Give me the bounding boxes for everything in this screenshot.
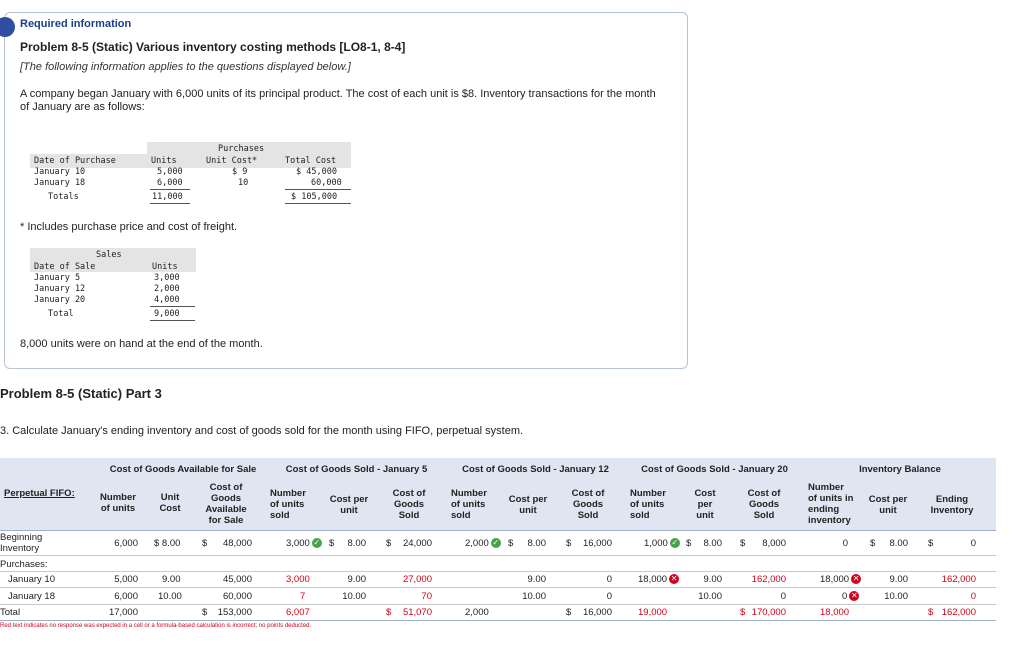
footnote: * Includes purchase price and cost of freight. xyxy=(20,221,238,233)
sub-jan5-units: Number of units sold xyxy=(270,488,306,521)
purchase-total: $ 45,000 xyxy=(296,167,337,177)
sub-a-total: Cost of Goods Available for Sale xyxy=(205,482,247,526)
jan20-total-dollar: $ xyxy=(740,607,746,618)
jan20-total-cogs: 170,000 xyxy=(751,607,786,618)
col-unit-cost: Unit Cost* xyxy=(206,156,258,166)
inv-total-dollar: $ xyxy=(928,607,934,618)
jan20-jan10-units[interactable]: 18,000 xyxy=(638,574,668,585)
x-icon: ✕ xyxy=(850,591,858,601)
inv-beg-dollar: $ xyxy=(870,538,876,549)
purchase-totals-units: 11,000 xyxy=(152,192,183,202)
jan5-total-dollar: $ xyxy=(386,607,392,618)
purchase-date: January 10 xyxy=(34,167,86,177)
jan12-jan18-cost: 10.00 xyxy=(522,591,546,602)
sub-jan12-cost: Cost per unit xyxy=(508,494,548,516)
beg-units: 6,000 xyxy=(114,538,138,549)
inv-beg-value: 0 xyxy=(970,538,976,549)
jan10-unit-cost: 9.00 xyxy=(162,574,181,585)
jan20-beg-cogs: 8,000 xyxy=(762,538,786,549)
problem-title: Problem 8-5 (Static) Various inventory costing methods [LO8-1, 8-4] xyxy=(20,40,406,54)
sub-a-units: Number of units xyxy=(100,492,136,514)
purchase-units: 6,000 xyxy=(157,178,183,188)
jan20-jan10-cogs: 162,000 xyxy=(751,574,786,585)
jan20-beg-units-cell xyxy=(644,538,680,549)
total-dollar: $ xyxy=(202,607,208,618)
sale-date: January 12 xyxy=(34,284,86,294)
row-label-jan18: January 18 xyxy=(8,591,56,602)
jan12-total-dollar: $ xyxy=(566,607,572,618)
jan12-jan10-cogs: 0 xyxy=(606,574,612,585)
jan18-unit-cost: 10.00 xyxy=(158,591,182,602)
jan5-jan18-units[interactable]: 7 xyxy=(300,591,306,602)
jan5-jan18-cost: 10.00 xyxy=(342,591,366,602)
row-label-jan10: January 10 xyxy=(8,574,56,585)
col-date-of-purchase: Date of Purchase xyxy=(34,156,116,166)
inv-beg-cost: 8.00 xyxy=(889,538,908,549)
purchase-units: 5,000 xyxy=(157,167,183,177)
group-jan20: Cost of Goods Sold - January 20 xyxy=(641,464,788,475)
jan5-jan10-cost: 9.00 xyxy=(347,574,366,585)
sale-units: 2,000 xyxy=(154,284,180,294)
jan5-beg-dollar: $ xyxy=(329,538,335,549)
sales-table xyxy=(30,248,200,322)
sale-date: January 20 xyxy=(34,295,86,305)
check-icon: ✓ xyxy=(492,538,500,548)
check-icon: ✓ xyxy=(313,538,321,548)
inv-jan10-cost: 9.00 xyxy=(889,574,908,585)
instruction: 3. Calculate January's ending inventory and cost of goods sold for the month using FIFO, perpetual system. xyxy=(0,425,524,437)
sale-units: 4,000 xyxy=(154,295,180,305)
jan5-beg-cost: 8.00 xyxy=(347,538,366,549)
inv-jan18-units-cell xyxy=(842,591,859,602)
x-icon: ✕ xyxy=(852,574,860,584)
sale-units: 3,000 xyxy=(154,273,180,283)
sub-jan20-cost: Cost per unit xyxy=(694,488,716,521)
x-icon: ✕ xyxy=(670,574,678,584)
sales-total-label: Total xyxy=(48,309,74,319)
col-total-cost: Total Cost xyxy=(285,156,337,166)
sub-jan12-units: Number of units sold xyxy=(451,488,487,521)
sub-jan12-total: Cost of Goods Sold xyxy=(571,488,605,521)
inv-jan10-units[interactable]: 18,000 xyxy=(820,574,850,585)
jan10-cogas: 45,000 xyxy=(222,574,252,585)
red-text-footnote: Red text indicates no response was expected in a cell or a formula-based calculation is incorrect; no points deducted. xyxy=(0,623,312,629)
inv-jan10-units-cell xyxy=(820,574,861,585)
row-label-total: Total xyxy=(0,607,21,618)
purchase-date: January 18 xyxy=(34,178,86,188)
jan12-jan18-cogs: 0 xyxy=(606,591,612,602)
inv-jan18-value: 0 xyxy=(970,591,976,602)
inv-total-value: 162,000 xyxy=(941,607,976,618)
inv-jan10-value: 162,000 xyxy=(941,574,976,585)
sub-jan20-units: Number of units sold xyxy=(630,488,666,521)
sub-inv-units: Number of units in ending inventory xyxy=(808,482,854,526)
total-cogas: 153,000 xyxy=(217,607,252,618)
jan10-units: 5,000 xyxy=(114,574,138,585)
jan5-jan10-cogs: 27,000 xyxy=(402,574,432,585)
row-label-beginning: Beginning Inventory xyxy=(0,532,43,554)
jan12-beg-dollar2: $ xyxy=(566,538,572,549)
jan12-beg-cost: 8.00 xyxy=(527,538,546,549)
inv-jan18-units[interactable]: 0 xyxy=(842,591,848,602)
purchase-total: 60,000 xyxy=(311,178,342,188)
inv-beg-units[interactable]: 0 xyxy=(842,538,848,549)
jan18-cogas: 60,000 xyxy=(222,591,252,602)
jan5-total-units: 6,007 xyxy=(286,607,310,618)
jan20-beg-units[interactable]: 1,000 xyxy=(644,538,668,549)
beg-dollar: $ xyxy=(202,538,208,549)
jan12-total-cogs: 16,000 xyxy=(582,607,612,618)
jan5-beg-dollar2: $ xyxy=(386,538,392,549)
sub-inv-cost: Cost per unit xyxy=(868,494,908,516)
method-label: Perpetual FIFO: xyxy=(4,488,75,499)
sub-inv-total: Ending Inventory xyxy=(930,494,974,516)
sub-jan5-cost: Cost per unit xyxy=(329,494,369,516)
jan20-jan10-cost: 9.00 xyxy=(703,574,722,585)
purchase-unit-cost: $ 9 xyxy=(232,167,248,177)
purchases-group-header: Purchases xyxy=(218,144,265,154)
sale-date: January 5 xyxy=(34,273,81,283)
beg-cogas: 48,000 xyxy=(222,538,252,549)
total-units: 17,000 xyxy=(108,607,138,618)
problem-description: A company began January with 6,000 units of its principal product. The cost of each unit is $8. Inventory transactions for the month of January are as follows: xyxy=(20,88,656,113)
sales-total-units: 9,000 xyxy=(154,309,180,319)
required-info-heading: Required information xyxy=(20,18,132,30)
jan5-beg-units[interactable]: 3,000 xyxy=(286,538,310,549)
onhand-text: 8,000 units were on hand at the end of the month. xyxy=(20,338,263,350)
info-note: [The following information applies to the questions displayed below.] xyxy=(20,61,351,73)
sales-group-header: Sales xyxy=(96,250,122,260)
jan12-beg-cogs: 16,000 xyxy=(582,538,612,549)
jan5-jan18-cogs: 70 xyxy=(421,591,432,602)
jan12-beg-units-cell xyxy=(465,538,501,549)
sub-a-cost: Unit Cost xyxy=(159,492,181,514)
col-sale-units: Units xyxy=(152,262,178,272)
jan12-beg-dollar: $ xyxy=(508,538,514,549)
beg-unit-cost: $ 8.00 xyxy=(154,538,181,549)
check-icon: ✓ xyxy=(671,538,679,548)
jan20-beg-cost: 8.00 xyxy=(703,538,722,549)
inv-jan18-cost: 10.00 xyxy=(884,591,908,602)
col-units: Units xyxy=(151,156,177,166)
jan20-total-units: 19,000 xyxy=(638,607,668,618)
jan12-beg-units[interactable]: 2,000 xyxy=(465,538,489,549)
inv-total-units: 18,000 xyxy=(820,607,850,618)
fifo-grid xyxy=(0,458,996,622)
jan20-beg-dollar: $ xyxy=(686,538,692,549)
group-available: Cost of Goods Available for Sale xyxy=(109,464,257,475)
jan12-total-units: 2,000 xyxy=(465,607,489,618)
jan5-beg-cogs: 24,000 xyxy=(402,538,432,549)
info-marker-icon xyxy=(0,17,15,37)
jan12-jan10-cost: 9.00 xyxy=(527,574,546,585)
purchase-totals-label: Totals xyxy=(48,192,79,202)
sub-jan5-total: Cost of Goods Sold xyxy=(392,488,426,521)
inv-beg-dollar2: $ xyxy=(928,538,934,549)
jan5-jan10-units[interactable]: 3,000 xyxy=(286,574,310,585)
jan20-beg-dollar2: $ xyxy=(740,538,746,549)
row-label-purchases: Purchases: xyxy=(0,559,48,570)
jan5-total-cogs: 51,070 xyxy=(402,607,432,618)
purchase-totals-total: $ 105,000 xyxy=(291,192,338,202)
purchase-unit-cost: 10 xyxy=(238,178,249,188)
sub-jan20-total: Cost of Goods Sold xyxy=(747,488,781,521)
jan5-beg-units-cell xyxy=(286,538,322,549)
group-jan12: Cost of Goods Sold - January 12 xyxy=(462,464,609,475)
purchases-table xyxy=(30,142,350,206)
jan20-jan10-units-cell xyxy=(638,574,679,585)
jan20-jan18-cost: 10.00 xyxy=(698,591,722,602)
jan18-units: 6,000 xyxy=(114,591,138,602)
col-date-of-sale: Date of Sale xyxy=(34,262,96,272)
jan20-jan18-cogs: 0 xyxy=(780,591,786,602)
group-inventory: Inventory Balance xyxy=(859,464,941,475)
group-jan5: Cost of Goods Sold - January 5 xyxy=(285,464,428,475)
part-heading: Problem 8-5 (Static) Part 3 xyxy=(0,386,162,401)
